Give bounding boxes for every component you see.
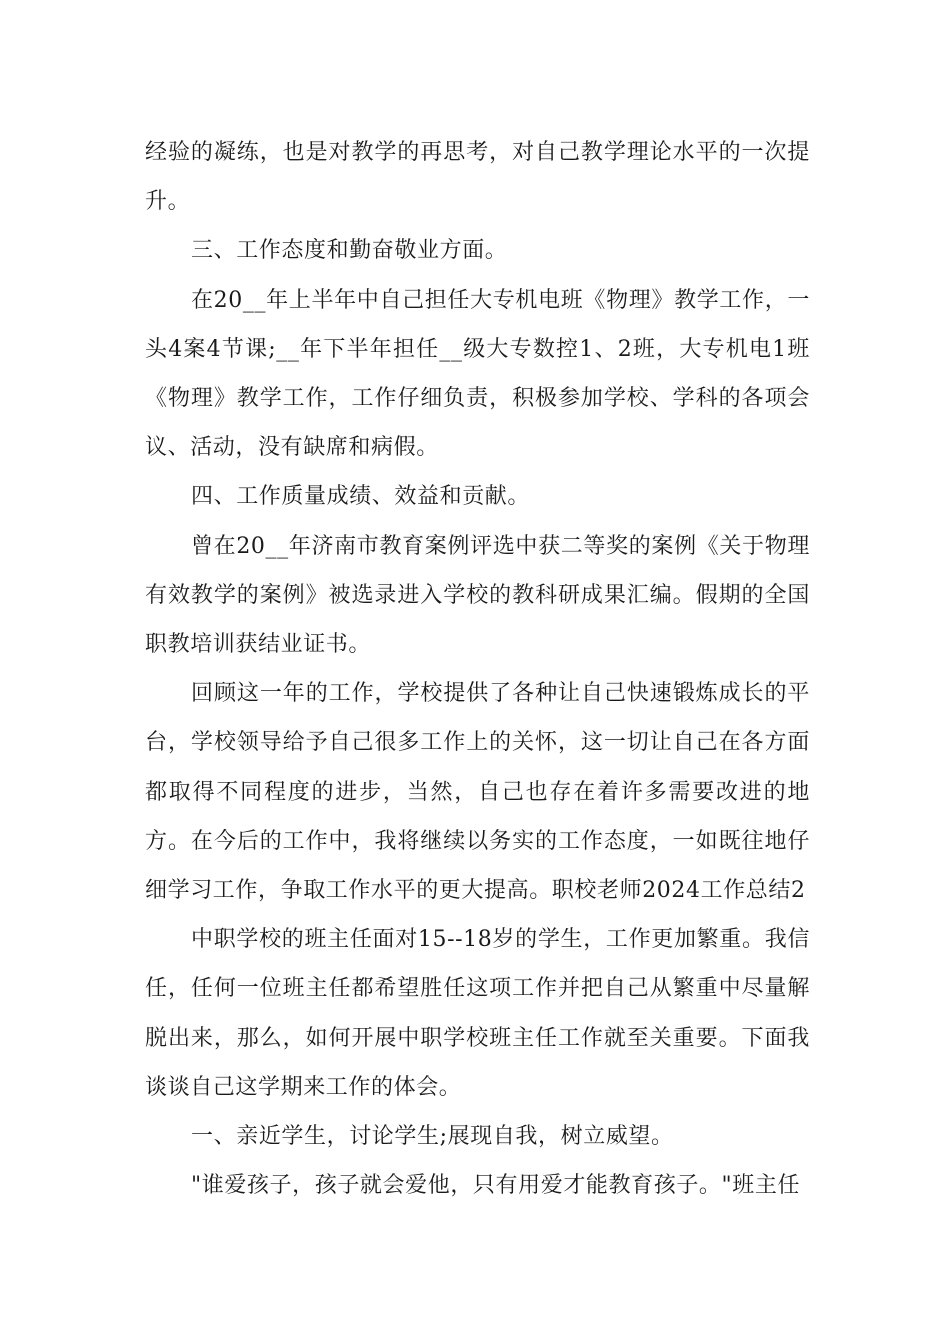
paragraph-9: "谁爱孩子，孩子就会爱他，只有用爱才能教育孩子。"班主任 [191,1173,801,1199]
paragraph-6: 回顾这一年的工作，学校提供了各种让自己快速锻炼成长的平台，学校领导给予自己很多工作上的关怀，这一切让自己在各方面都取得不同程度的进步，当然，自己也存在着许多需要改进的地方。在今后的工作中，我将继续以务实的工作态度，一如既往地仔细学习工作，争取工作水平的更大提高。职校老师2024工作总结2 [145,681,810,904]
document-body [145,128,810,1210]
section-heading-3: 三、工作态度和勤奋敬业方面。 [191,238,508,264]
section-heading-4: 四、工作质量成绩、效益和贡献。 [191,484,531,510]
paragraph-1: 经验的凝练，也是对教学的再思考，对自己教学理论水平的一次提升。 [145,140,810,215]
paragraph-3: 在20__年上半年中自己担任大专机电班《物理》教学工作，一头4案4节课;__年下半年担任__级大专数控1、2班，大专机电1班《物理》教学工作，工作仔细负责，积极参加学校、学科的各项会议、活动，没有缺席和病假。 [145,287,810,461]
paragraph-7: 中职学校的班主任面对15--18岁的学生，工作更加繁重。我信任，任何一位班主任都希望胜任这项工作并把自己从繁重中尽量解脱出来，那么，如何开展中职学校班主任工作就至关重要。下面我谈谈自己这学期来工作的体会。 [145,927,810,1100]
section-heading-1: 一、亲近学生，讨论学生;展现自我，树立威望。 [191,1124,674,1150]
paragraph-5: 曾在20__年济南市教育案例评选中获二等奖的案例《关于物理有效教学的案例》被选录进入学校的教科研成果汇编。假期的全国职教培训获结业证书。 [145,533,810,658]
